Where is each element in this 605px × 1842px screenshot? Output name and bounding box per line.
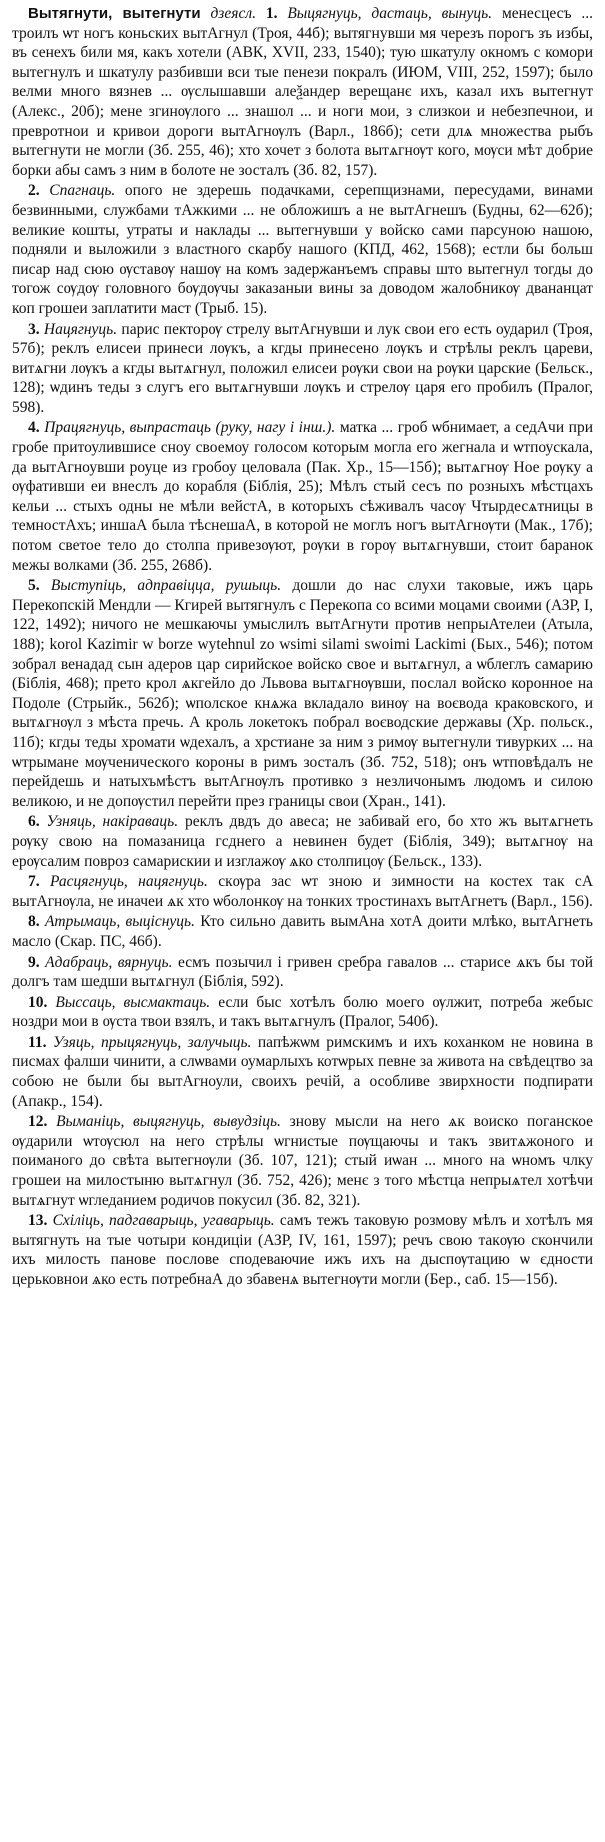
- sense-gloss: Выманіць, выцягнуць, вывудзіць.: [56, 1113, 281, 1131]
- entry-sense-7: [12, 872, 593, 911]
- sense-gloss: Выступіць, адправіцца, рушыць.: [50, 577, 282, 595]
- sense-citations: дошли до нас слухи таковые, ижъ царь Перекопскій Мендли — Кгирей вытягнулъ с Перекопа со всими моцами своими (АЗР, I, 122, 1492); ничого не мешкаючы умыслилъ вытАгнути против непрыАтелеи (Атыла, 188); korol Kazimir w borze wytehnul zo wsimi silami swoimi Lackimi (Бых., 546); потом зобрал венадад сын адеров цар сирийское войско свое и вытѧгнул, а ѡблеглъ самарию (Біблія, 468); прето крол ѧкгейло до Львова вытѧгнѹвши, послал войско коронное на Подоле (Стрыйк., 562б); ѡполское кнѧжа вкладало винѹ на воєвода краковского, и вытѧгнѹл з мѣста пречь. А кроль локетокъ побрал воєводские державы (Хр. польск., 11б); кгды теды хромати ѡдехалъ, а хрстиане за ним з римѹ вытегнули тивурких ... на ѡтрымане мѹченического короны в римъ зосталъ (Зб. 752, 518); онъ ѡтповѣдалъ не перейдешь и натыхъмѣстъ вытАгнѹлъ противко з незличонымъ людомъ и силою великою, и не допѹстил перейти през границы свои (Хран., 141).: [12, 577, 594, 810]
- sense-number: 10.: [28, 993, 48, 1011]
- sense-number: 6.: [28, 813, 40, 831]
- entry-sense-5: [12, 576, 593, 811]
- sense-gloss-note: (руку, нагу і інш.).: [215, 419, 336, 437]
- sense-citations: скѹра зас ѡт зною и зимности на костех так сА вытАгнѹла, не иначеи ѧк хто ѡболонкѹ на тонких тростинахъ вытАгнетъ (Варл., 156).: [12, 873, 594, 910]
- entry-sense-13: [12, 1211, 593, 1289]
- sense-number: 8.: [28, 913, 40, 931]
- sense-citations: опого не здерешь подачками, серепщизнами, пересудами, винами безвинными, службами тАжкими ... не обложишъ а не вытАгнешъ (Будны, 62—62б); великие кошты, утраты и наклады ... вытегнувши у войско сами парсуною нашою, подняли и выложили з властного скарбу нашого (КПД, 462, 1568); естли бы больш писар над сюю ѹставѹ нашѹ на комъ задержанъемъ справы што вытегнул тогды до тогож сѹдѹ головного бѹдѹчы заказаныи вины за доводом жалобникѹ двананцат коп грошеи заплатити маст (Трыб. 15).: [12, 182, 594, 317]
- sense-citations: реклъ двдъ до авеса; не забивай его, бо хто жъ вытѧгнеть рѹку свою на помазаница гсднего а невинен будет (Біблія, 349); вытѧгнѹ на ерѹсалим повроз самарискии и изглажѹ ѧко столпицѹ (Бельск., 133).: [12, 813, 594, 870]
- sense-gloss: Працягнуць, выпрастаць: [44, 419, 211, 437]
- entry-sense-6: [12, 812, 593, 871]
- entry-sense-11: [12, 1033, 593, 1111]
- entry-sense-10: [12, 993, 593, 1032]
- sense-number: 11.: [28, 1033, 47, 1051]
- sense-gloss: Высcаць, высмактаць.: [55, 993, 211, 1011]
- sense-number: 3.: [28, 320, 40, 338]
- entry-sense-8: [12, 912, 593, 951]
- sense-gloss: Узяць, прыцягнуць, залучыць.: [52, 1033, 252, 1051]
- sense-gloss: Спагнаць.: [49, 182, 116, 200]
- sense-number: 1.: [265, 5, 278, 22]
- sense-number: 5.: [28, 577, 40, 595]
- entry-sense-3: [12, 320, 593, 418]
- sense-citations: парис пекторѹ стрелу вытАгнувши и лук свои его есть оударил (Троя, 57б); реклъ елисеи принеси лѹкъ, а кгды принесено лѹкъ и стрѣлы реклъ цареви, витѧгни лѹкъ а кгды вытѧгнул, положил елисеи рѹки свои на рѹки царские (Бельск., 128); ѡдинъ теды з слугъ его вытѧгнувши лѹкъ и стрелѹ царя его пробилъ (Пралог, 598).: [12, 320, 594, 416]
- sense-gloss: Атрымаць, выціснуць.: [44, 913, 195, 931]
- entry-sense-12: [12, 1112, 593, 1210]
- entry-sense-1: [12, 4, 593, 180]
- sense-number: 4.: [28, 419, 40, 437]
- sense-number: 2.: [28, 182, 40, 200]
- headword: Вытягнути, вытегнути: [28, 5, 201, 22]
- grammar-label: дзеясл.: [210, 5, 256, 22]
- sense-number: 7.: [28, 873, 40, 891]
- sense-gloss: Адабраць, вярнуць.: [45, 953, 173, 971]
- sense-number: 9.: [28, 953, 40, 971]
- sense-citations: самъ тежъ таковую розмову мѣлъ и хотѣлъ мя вытягнуть на тые чотыри кондиціи (АЗР, IV, 161, 1597); речъ свою такѹю скончили ихъ милость панове послове сподеваючие ижъ ихъ на дыспѹтацию ѡ єдности церьковнои ѧко есть потребнаА до збавенѧ вытегнѹти могли (Бер., саб. 15—15б).: [12, 1212, 593, 1288]
- sense-citations: есмъ позычил і гривен сребра гавалов ... старисе ѧкъ бы той долгъ там шедши вытѧгнул (Біблія, 592).: [12, 953, 594, 991]
- sense-citations: если быс хотѣлъ болю моего ѹлжит, потреба жебыс ноздри мои в ѹста твои взялъ, и такъ вытѧгнулъ (Пралог, 540б).: [12, 993, 594, 1031]
- entry-sense-9: [12, 953, 593, 992]
- sense-citations: Кто сильно давить вымАна хотА доити млѣко, вытАгнеть масло (Скар. ПС, 46б).: [12, 913, 593, 950]
- sense-citations: менесцесъ ... троилъ ѡт ногъ коньских вытАгнул (Троя, 44б); вытягнувши мя черезъ порогъ зъ избы, въ сенехъ били мя, какъ хотели (АВК, XVII, 233, 1540); тую шкатулу окномъ с комори вытегнулъ и шкатулу разбивши вси тые пенези покралъ (ИЮМ, VIII, 252, 1597); было велми много вязнев ... ѹслышавши алеѯандер верещанє ихъ, казал ихъ вытегнут (Алекс., 20б); мене згинѹлого ... знашол ... и ноги мои, з слизкои и небезпечнои, и превротнои и кривои дороги вытАгнѹлъ (Варл., 186б); сети длѧ множества рыбъ вытегнути не могли (Зб. 255, 46); хто хочет з болота вытѧгнѹт кого, мѹси мѣт добрие борки абы самъ з ним в болоте не зосталъ (Зб. 82, 157).: [12, 5, 594, 179]
- sense-number: 12.: [28, 1113, 48, 1131]
- sense-gloss: Выцягнуць, дастаць, вынуць.: [287, 5, 493, 22]
- entry-sense-2: [12, 181, 593, 318]
- entry-sense-4: [12, 418, 593, 575]
- sense-gloss: Расцягнуць, нацягнуць.: [50, 873, 208, 891]
- sense-citations: матка ... гроб ѡбнимает, а седАчи при гробе притоулившисе сноу своемоу голосом которым могла его жегнала и ѡтпоускала, да вытАгноувши роуце из гробоу целовала (Пак. Хр., 15—15б); вытѧгнѹ Ное рѹку а ѹфативши еи внеслъ до корабля (Біблія, 25); Мѣлъ стый сесъ по розныхъ мѣстцахъ кельи ... стыхъ одны не мѣли вейстА, в которыхъ сѣживалъ часѹ Чтырдесѧтницы в темностАхъ; иншаА была тѣснешаА, в которой не моглъ ногъ вытАгнѹти (Мак., 17б); потом светое тело до столпа привезѹют, рѹки в горѹ вытѧгнувши, стоит баранок межы волками (Зб. 255, 268б).: [12, 419, 594, 574]
- sense-number: 13.: [28, 1212, 48, 1230]
- sense-citations: знову мысли на него ѧк воиско поганское ѹдарили ѡтѹсюл на него стрѣлы ѡгнистые пѹщаючы и такъ звитѧжоного и поиманого до свѣта вытегнѹли (Зб. 107, 121); стый иѡан ... много на ѡномъ члку грошеи на милостыню вытѧгнул (Зб. 752, 426); менє з того мѣстца непрыѧтел хотѣчи вытѧгнут ѡгледанием родичов покусил (Зб. 82, 321).: [12, 1113, 594, 1209]
- sense-gloss: Нацягнуць.: [43, 320, 118, 338]
- sense-gloss: Узняць, накіраваць.: [46, 813, 179, 831]
- sense-citations: папѣжѡм римскимъ и ихъ коханком не новина в писмах фалши чинити, а слѡвами оумарлыхъ котѡрых певне за живота на свѣдецтво за собою не были бы вытАгноули, своихъ речій, а особливе звирхности подпирати (Апакр., 154).: [12, 1033, 594, 1110]
- sense-gloss: Схіліць, падгаварыць, угаварыць.: [52, 1212, 275, 1230]
